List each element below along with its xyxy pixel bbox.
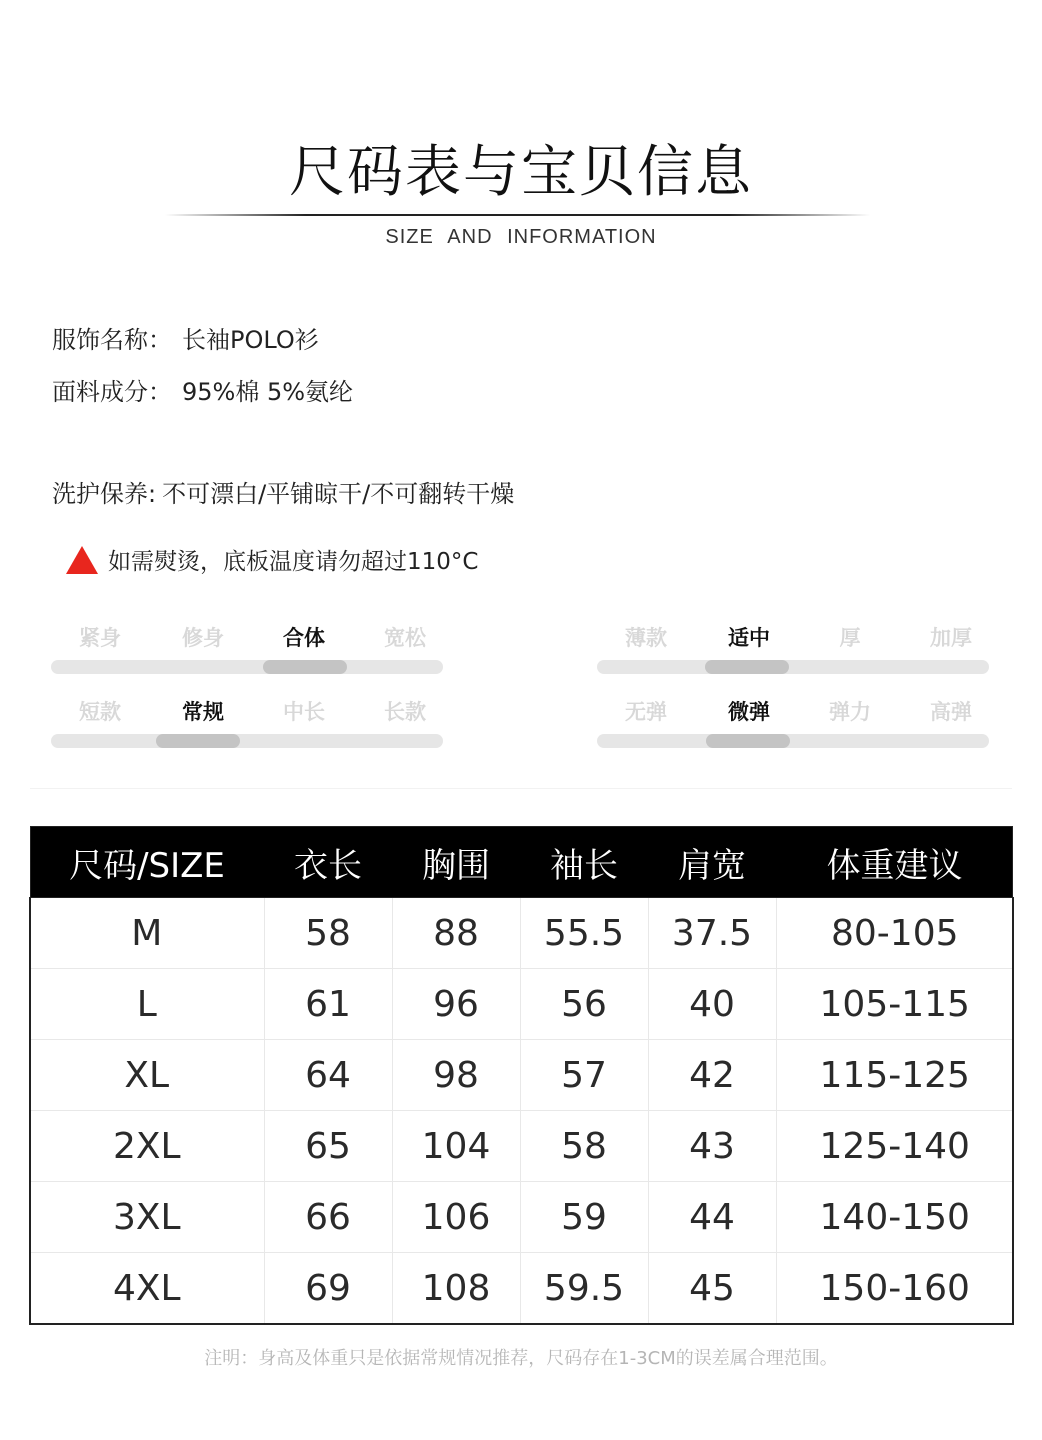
table-row [30, 1253, 1013, 1324]
cell-size: 4XL [30, 1253, 264, 1324]
page-subtitle: SIZE AND INFORMATION [385, 226, 657, 248]
thickness-option-extra-thick: 加厚 [930, 626, 972, 650]
cell-size: 3XL [30, 1182, 264, 1253]
cell-length: 58 [264, 898, 392, 969]
stretch-option-slight: 微弹 [728, 700, 770, 724]
cell-sleeve: 58 [520, 1111, 648, 1182]
size-table [30, 826, 1013, 1324]
stretch-option-stretch: 弹力 [829, 700, 871, 724]
cell-size: M [30, 898, 264, 969]
fabric-label: 面料成分： [52, 378, 172, 406]
header-size: 尺码/SIZE [30, 826, 264, 898]
care-row [52, 474, 514, 509]
length-indicator [156, 734, 240, 748]
header-sleeve: 袖长 [520, 826, 648, 898]
size-note: 注明：身高及体重只是依据常规情况推荐，尺码存在1-3CM的误差属合理范围。 [204, 1348, 838, 1369]
stretch-track [597, 734, 989, 748]
title-divider [165, 214, 870, 216]
cell-sleeve: 56 [520, 969, 648, 1040]
table-row [30, 1040, 1013, 1111]
cell-shoulder: 45 [648, 1253, 776, 1324]
cell-shoulder: 40 [648, 969, 776, 1040]
fit-option-slim: 修身 [182, 626, 224, 650]
length-option-regular: 常规 [182, 700, 224, 724]
cell-sleeve: 59 [520, 1182, 648, 1253]
cell-shoulder: 42 [648, 1040, 776, 1111]
cell-size: 2XL [30, 1111, 264, 1182]
cell-chest: 106 [392, 1182, 520, 1253]
product-name-value: 长袖POLO衫 [182, 326, 319, 354]
header-chest: 胸围 [392, 826, 520, 898]
cell-weight: 150-160 [776, 1253, 1013, 1324]
cell-weight: 80-105 [776, 898, 1013, 969]
warning-text: 如需熨烫，底板温度请勿超过110°C [108, 549, 479, 575]
cell-length: 66 [264, 1182, 392, 1253]
table-row [30, 1111, 1013, 1182]
cell-sleeve: 57 [520, 1040, 648, 1111]
thickness-scale [597, 622, 989, 682]
thickness-option-medium: 适中 [728, 626, 770, 650]
page-title: 尺码表与宝贝信息 [289, 140, 753, 205]
care-value: 不可漂白/平铺晾干/不可翻转干燥 [162, 480, 515, 508]
product-name-row [52, 320, 319, 355]
fit-option-regular: 合体 [283, 626, 325, 650]
cell-sleeve: 59.5 [520, 1253, 648, 1324]
cell-weight: 140-150 [776, 1182, 1013, 1253]
table-row [30, 898, 1013, 969]
cell-sleeve: 55.5 [520, 898, 648, 969]
thickness-option-thick: 厚 [839, 626, 861, 650]
table-row [30, 1182, 1013, 1253]
stretch-indicator [706, 734, 790, 748]
stretch-option-high: 高弹 [930, 700, 972, 724]
cell-size: XL [30, 1040, 264, 1111]
warning-triangle-icon [66, 546, 98, 574]
fabric-value: 95%棉 5%氨纶 [182, 378, 354, 406]
cell-weight: 125-140 [776, 1111, 1013, 1182]
stretch-option-none: 无弹 [625, 700, 667, 724]
cell-length: 61 [264, 969, 392, 1040]
cell-length: 65 [264, 1111, 392, 1182]
fabric-row [52, 372, 353, 407]
cell-chest: 104 [392, 1111, 520, 1182]
header-length: 衣长 [264, 826, 392, 898]
cell-weight: 105-115 [776, 969, 1013, 1040]
length-scale [51, 696, 443, 756]
cell-size: L [30, 969, 264, 1040]
cell-length: 64 [264, 1040, 392, 1111]
table-row [30, 969, 1013, 1040]
length-option-mid-long: 中长 [283, 700, 325, 724]
cell-weight: 115-125 [776, 1040, 1013, 1111]
product-name-label: 服饰名称： [52, 326, 172, 354]
fit-option-tight: 紧身 [79, 626, 121, 650]
cell-shoulder: 37.5 [648, 898, 776, 969]
section-divider [30, 788, 1012, 789]
cell-chest: 88 [392, 898, 520, 969]
fit-track [51, 660, 443, 674]
fit-scale [51, 622, 443, 682]
cell-shoulder: 43 [648, 1111, 776, 1182]
cell-chest: 108 [392, 1253, 520, 1324]
header-weight: 体重建议 [776, 826, 1013, 898]
stretch-scale [597, 696, 989, 756]
ironing-warning [66, 543, 478, 576]
fit-option-loose: 宽松 [384, 626, 426, 650]
cell-chest: 96 [392, 969, 520, 1040]
length-track [51, 734, 443, 748]
cell-shoulder: 44 [648, 1182, 776, 1253]
table-header-row [30, 826, 1013, 898]
care-label: 洗护保养: [52, 480, 157, 508]
header-shoulder: 肩宽 [648, 826, 776, 898]
cell-chest: 98 [392, 1040, 520, 1111]
thickness-track [597, 660, 989, 674]
cell-length: 69 [264, 1253, 392, 1324]
thickness-indicator [705, 660, 789, 674]
thickness-option-thin: 薄款 [625, 626, 667, 650]
length-option-short: 短款 [79, 700, 121, 724]
fit-indicator [263, 660, 347, 674]
length-option-long: 长款 [384, 700, 426, 724]
